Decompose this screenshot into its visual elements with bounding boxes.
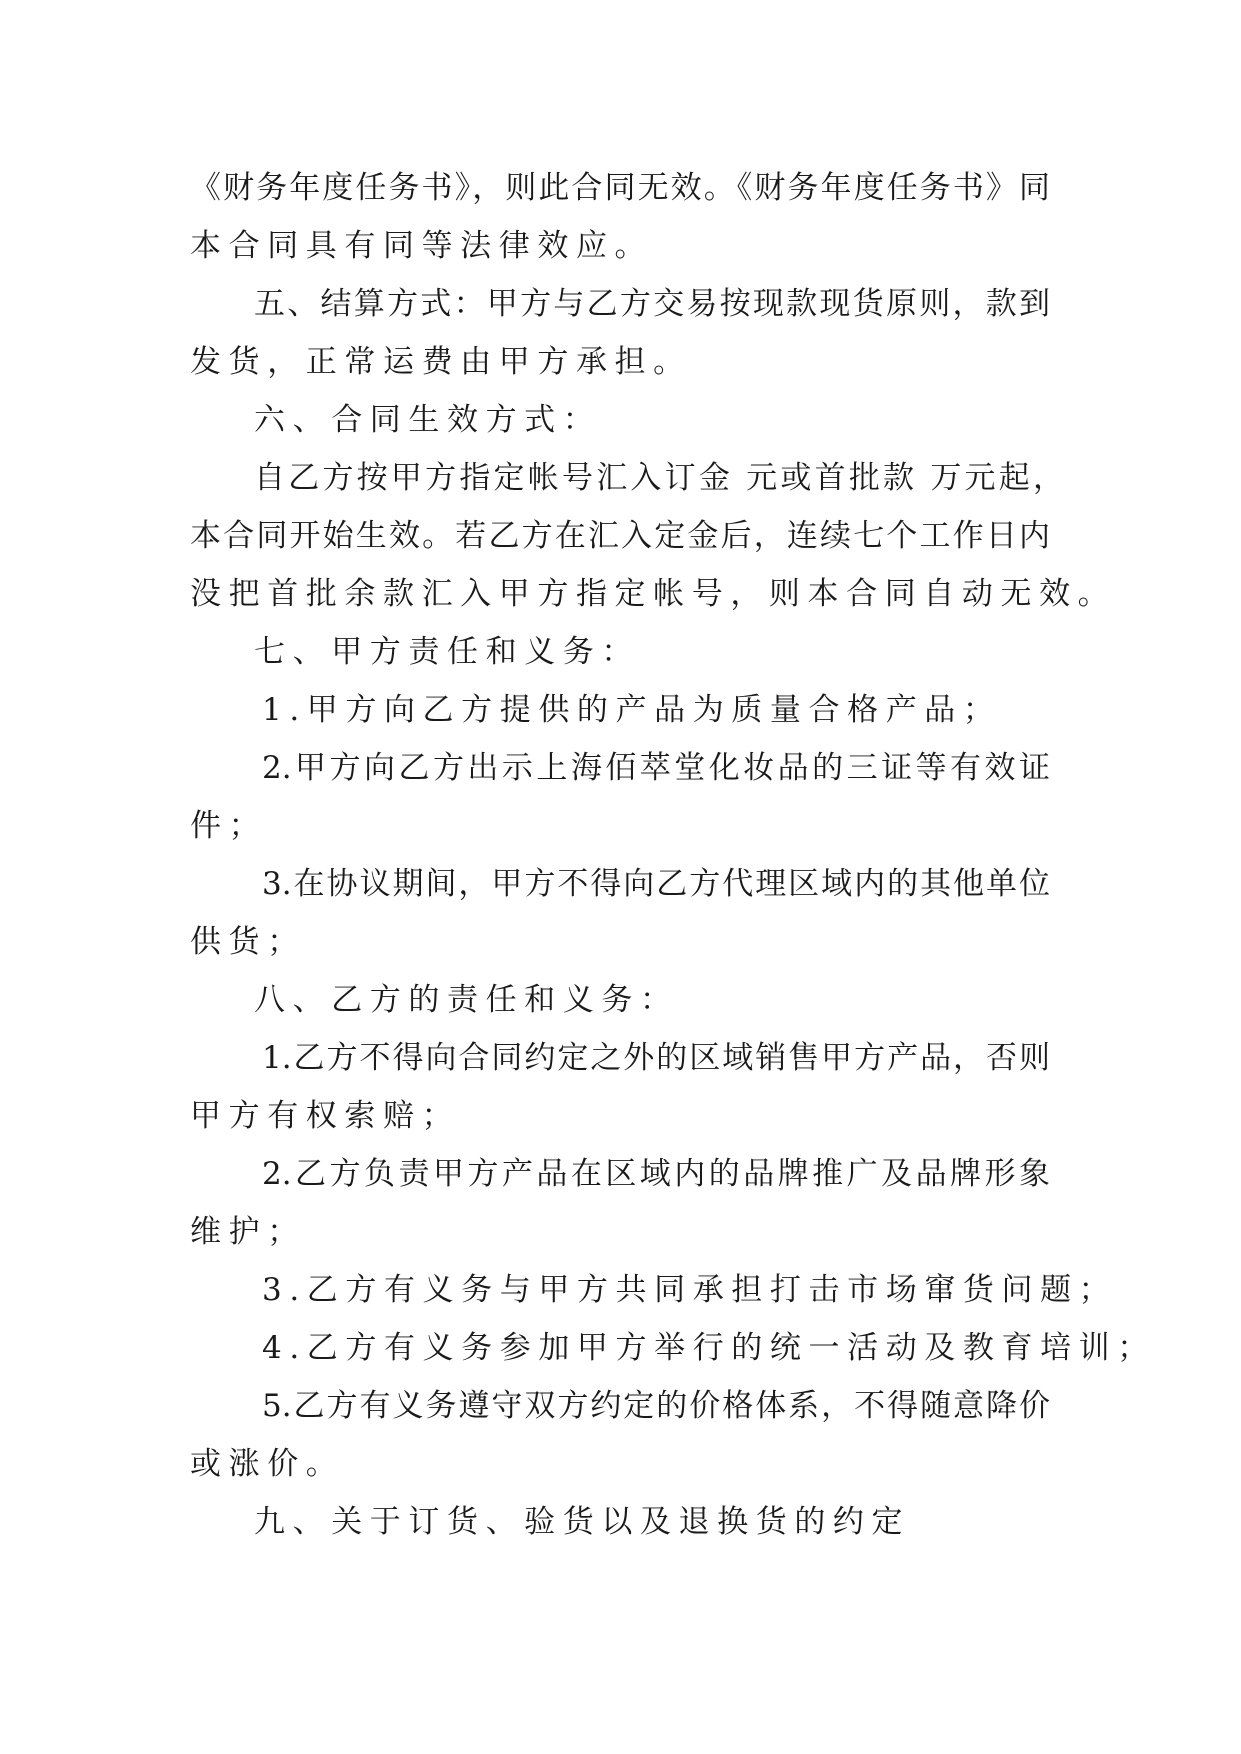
- text-line: 件；: [190, 808, 268, 844]
- section-7-heading: 七、甲方责任和义务：: [254, 634, 640, 670]
- list-item: 3.在协议期间，甲方不得向乙方代理区域内的其他单位: [262, 866, 1050, 902]
- list-item: 1.乙方不得向合同约定之外的区域销售甲方产品，否则: [262, 1040, 1050, 1076]
- list-item: 2.甲方向乙方出示上海佰萃堂化妆品的三证等有效证: [262, 750, 1050, 786]
- text-line: 甲方有权索赔；: [190, 1098, 461, 1134]
- section-8-heading: 八、乙方的责任和义务：: [254, 982, 679, 1018]
- text-line: 自乙方按甲方指定帐号汇入订金 元或首批款 万元起，: [254, 460, 1064, 496]
- text-line: 本合同开始生效。若乙方在汇入定金后，连续七个工作日内: [190, 518, 1050, 554]
- text-line: 维护；: [190, 1214, 306, 1250]
- text-line: 没把首批余款汇入甲方指定帐号，则本合同自动无效。: [190, 576, 1117, 612]
- text-line: 或涨价。: [190, 1446, 345, 1482]
- text-line: 《财务年度任务书》，则此合同无效。《财务年度任务书》同: [190, 170, 1050, 206]
- text-line: 发货，正常运费由甲方承担。: [190, 344, 692, 380]
- list-item: 4.乙方有义务参加甲方举行的统一活动及教育培训；: [262, 1330, 1156, 1366]
- text-line: 供货；: [190, 924, 306, 960]
- text-line: 本合同具有同等法律效应。: [190, 228, 654, 264]
- section-6-heading: 六、合同生效方式：: [254, 402, 602, 438]
- list-item: 2.乙方负责甲方产品在区域内的品牌推广及品牌形象: [262, 1156, 1050, 1192]
- list-item: 3.乙方有义务与甲方共同承担打击市场窜货问题；: [262, 1272, 1118, 1308]
- list-item: 1.甲方向乙方提供的产品为质量合格产品；: [262, 692, 1002, 728]
- section-9-heading: 九、关于订货、验货以及退换货的约定: [254, 1504, 911, 1540]
- list-item: 5.乙方有义务遵守双方约定的价格体系，不得随意降价: [262, 1388, 1050, 1424]
- section-5-heading: 五、结算方式：甲方与乙方交易按现款现货原则，款到: [254, 286, 1050, 322]
